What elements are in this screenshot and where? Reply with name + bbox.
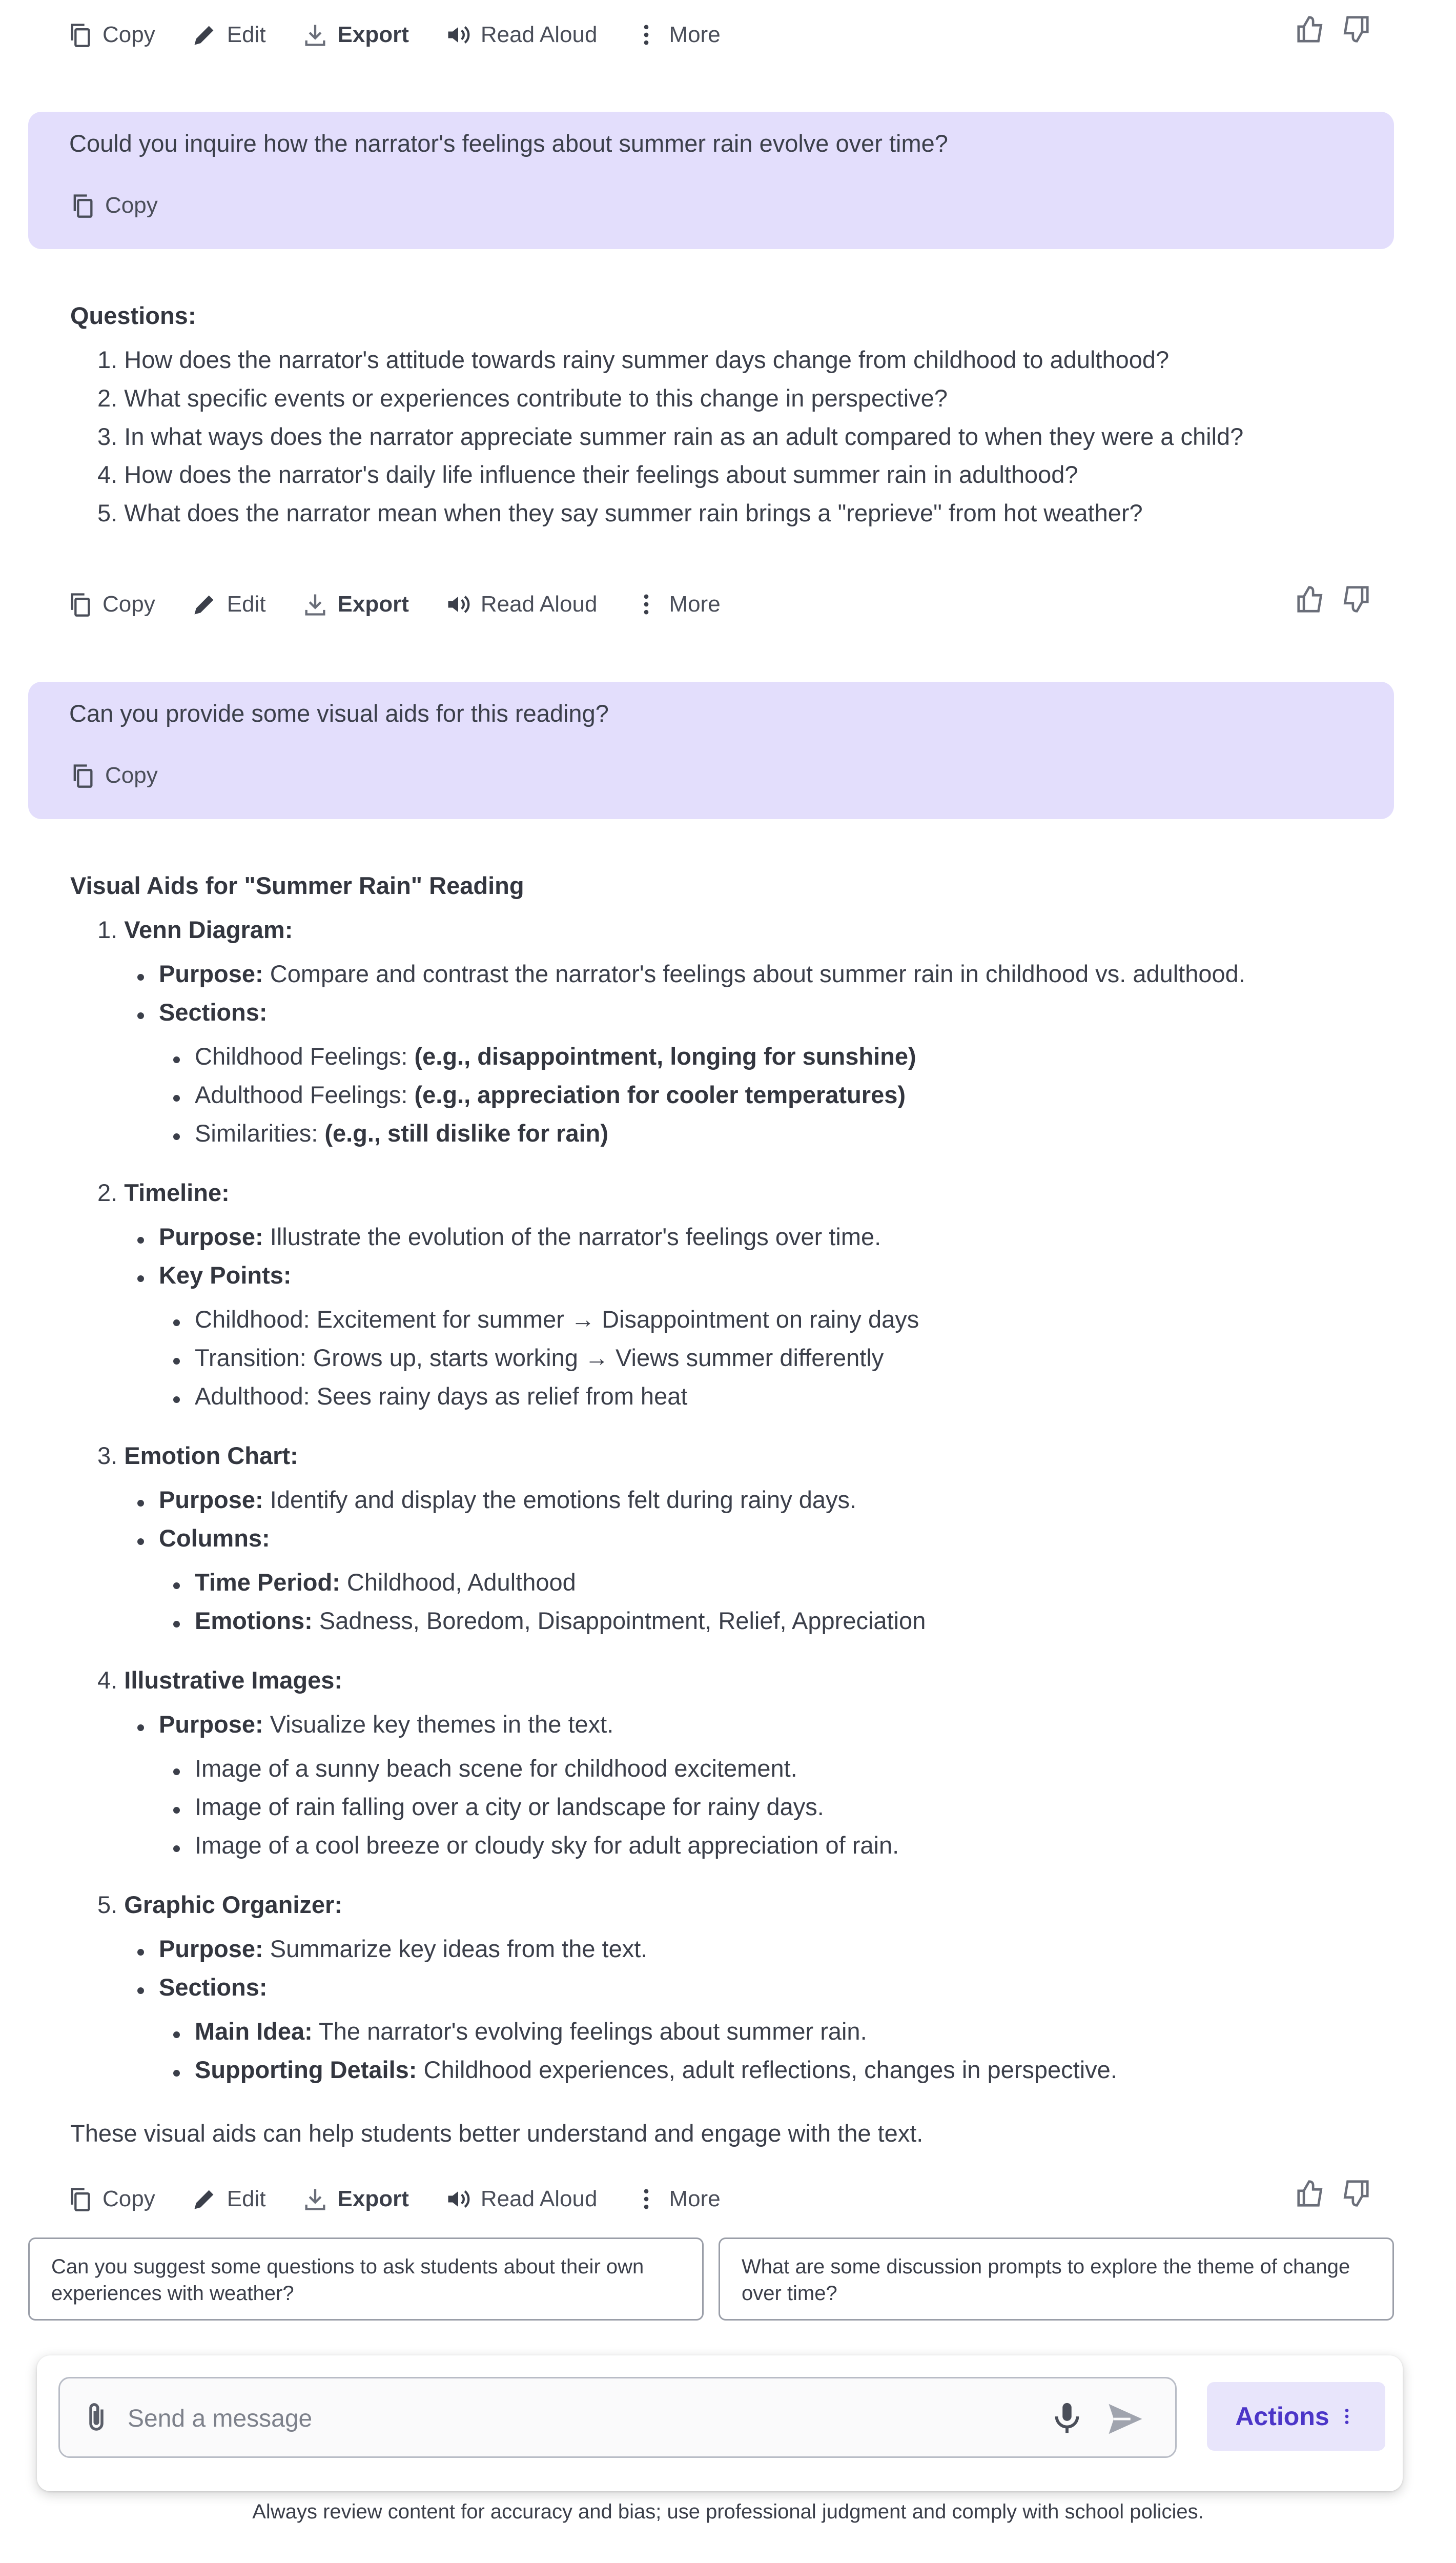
bullet [173,2031,180,2038]
more-button[interactable]: More [633,2186,720,2212]
copy-icon [69,192,96,219]
list-item: 4. How does the narrator's daily life influence their feelings about summer rain in adulthood? [97,461,1078,488]
user-message [28,112,1394,249]
list-item: Image of a sunny beach scene for childhood excitement. [195,1755,797,1782]
user-message-text: Could you inquire how the narrator's feelings about summer rain evolve over time? [69,130,948,157]
thumbs-down-icon[interactable] [1340,13,1371,45]
download-icon [302,2186,329,2212]
list-item: Childhood: Excitement for summer → Disappointment on rainy days [195,1306,919,1333]
pencil-icon [191,2186,218,2212]
user-message-text: Can you provide some visual aids for this reading? [69,700,609,727]
section-title: 5. Graphic Organizer: [97,1891,342,1918]
list-item: Adulthood Feelings: (e.g., appreciation for cooler temperatures) [195,1081,906,1108]
bullet [137,1237,144,1244]
copy-button[interactable]: Copy [69,762,158,789]
bullet [137,1275,144,1282]
bullet [137,1724,144,1731]
message-action-bar [67,14,756,55]
list-item: Purpose: Illustrate the evolution of the narrator's feelings over time. [159,1223,881,1250]
read-aloud-button[interactable]: Read Aloud [445,22,598,48]
bullet [173,1768,180,1775]
message-input[interactable] [127,2400,1051,2437]
suggestion-chip[interactable]: What are some discussion prompts to explore the theme of change over time? [719,2237,1394,2321]
download-icon [302,22,329,48]
copy-icon [67,22,93,48]
bullet [137,1500,144,1507]
list-item: 1. How does the narrator's attitude towards rainy summer days change from childhood to adulthood? [97,346,1170,373]
list-item: 2. What specific events or experiences contribute to this change in perspective? [97,384,948,412]
more-button[interactable]: More [633,22,720,48]
list-item: Image of rain falling over a city or landscape for rainy days. [195,1793,824,1820]
more-vertical-icon [633,22,660,48]
speaker-icon [445,22,471,48]
message-composer [37,2355,1403,2491]
copy-button[interactable]: Copy [67,2186,155,2212]
response-heading: Visual Aids for "Summer Rain" Reading [70,872,524,899]
list-item: Columns: [159,1524,270,1552]
section-title: 4. Illustrative Images: [97,1666,343,1694]
thumbs-down-icon[interactable] [1340,2178,1371,2209]
more-vertical-icon [633,2186,660,2212]
paperclip-icon[interactable] [79,2401,113,2435]
actions-button[interactable]: Actions [1207,2382,1385,2451]
more-vertical-icon [1337,2406,1357,2427]
list-item: Childhood Feelings: (e.g., disappointment, longing for sunshine) [195,1043,916,1070]
copy-button[interactable]: Copy [67,591,155,618]
bullet [173,1621,180,1628]
user-message [28,682,1394,819]
edit-button[interactable]: Edit [191,591,266,618]
suggestion-chip[interactable]: Can you suggest some questions to ask students about their own experiences with weather? [28,2237,704,2321]
copy-icon [67,2186,93,2212]
list-item: Purpose: Compare and contrast the narrator's feelings about summer rain in childhood vs. adulthood. [159,960,1245,987]
message-action-bar [67,584,756,625]
section-title: 2. Timeline: [97,1179,230,1206]
bullet [137,974,144,981]
list-item: Similarities: (e.g., still dislike for rain) [195,1120,609,1147]
list-item: Supporting Details: Childhood experiences, adult reflections, changes in perspective. [195,2056,1117,2083]
copy-icon [69,762,96,789]
message-action-bar [67,2179,756,2220]
bullet [173,1133,180,1140]
thumbs-up-icon[interactable] [1295,583,1326,615]
bullet [137,1949,144,1956]
edit-button[interactable]: Edit [191,2186,266,2212]
microphone-icon[interactable] [1049,2400,1085,2436]
feedback-buttons [1295,2178,1371,2209]
thumbs-up-icon[interactable] [1295,13,1326,45]
list-item: Purpose: Visualize key themes in the text. [159,1711,614,1738]
thumbs-up-icon[interactable] [1295,2178,1326,2209]
speaker-icon [445,2186,471,2212]
pencil-icon [191,22,218,48]
feedback-buttons [1295,13,1371,45]
bullet [173,1056,180,1063]
export-button[interactable]: Export [302,2186,409,2212]
list-item: 3. In what ways does the narrator appreciate summer rain as an adult compared to when they were a child? [97,423,1244,450]
copy-button[interactable]: Copy [69,192,158,219]
feedback-buttons [1295,583,1371,615]
list-item: Purpose: Identify and display the emotions felt during rainy days. [159,1486,857,1513]
bullet [173,2070,180,2077]
send-icon[interactable] [1105,2399,1145,2439]
bullet [173,1396,180,1403]
bullet [173,1845,180,1852]
list-item: Transition: Grows up, starts working → Views summer differently [195,1344,884,1371]
bullet [173,1807,180,1814]
export-button[interactable]: Export [302,591,409,618]
list-item: Main Idea: The narrator's evolving feelings about summer rain. [195,2018,867,2045]
list-item: 5. What does the narrator mean when they say summer rain brings a "reprieve" from hot weather? [97,499,1143,526]
bullet [173,1358,180,1365]
read-aloud-button[interactable]: Read Aloud [445,591,598,618]
section-title: 3. Emotion Chart: [97,1442,298,1469]
list-item: Emotions: Sadness, Boredom, Disappointment, Relief, Appreciation [195,1607,926,1634]
copy-icon [67,591,93,618]
read-aloud-button[interactable]: Read Aloud [445,2186,598,2212]
copy-button[interactable]: Copy [67,22,155,48]
bullet [137,1987,144,1994]
export-button[interactable]: Export [302,22,409,48]
list-item: Purpose: Summarize key ideas from the text. [159,1935,648,1962]
list-item: Time Period: Childhood, Adulthood [195,1569,576,1596]
list-item: Image of a cool breeze or cloudy sky for adult appreciation of rain. [195,1832,899,1859]
more-vertical-icon [633,591,660,618]
bullet [173,1095,180,1102]
edit-button[interactable]: Edit [191,22,266,48]
more-button[interactable]: More [633,591,720,618]
thumbs-down-icon[interactable] [1340,583,1371,615]
message-input-box [58,2377,1177,2458]
bullet [137,1538,144,1545]
download-icon [302,591,329,618]
speaker-icon [445,591,471,618]
bullet [173,1582,180,1589]
list-item: Adulthood: Sees rainy days as relief from heat [195,1382,688,1410]
bullet [173,1319,180,1326]
pencil-icon [191,591,218,618]
section-title: 1. Venn Diagram: [97,916,293,943]
list-item: Sections: [159,1974,268,2001]
questions-heading: Questions: [70,302,196,329]
list-item: Sections: [159,999,268,1026]
disclaimer-text: Always review content for accuracy and bias; use professional judgment and comply with school policies. [252,2500,1204,2523]
closing-text: These visual aids can help students better understand and engage with the text. [70,2120,924,2147]
list-item: Key Points: [159,1262,292,1289]
bullet [137,1012,144,1019]
